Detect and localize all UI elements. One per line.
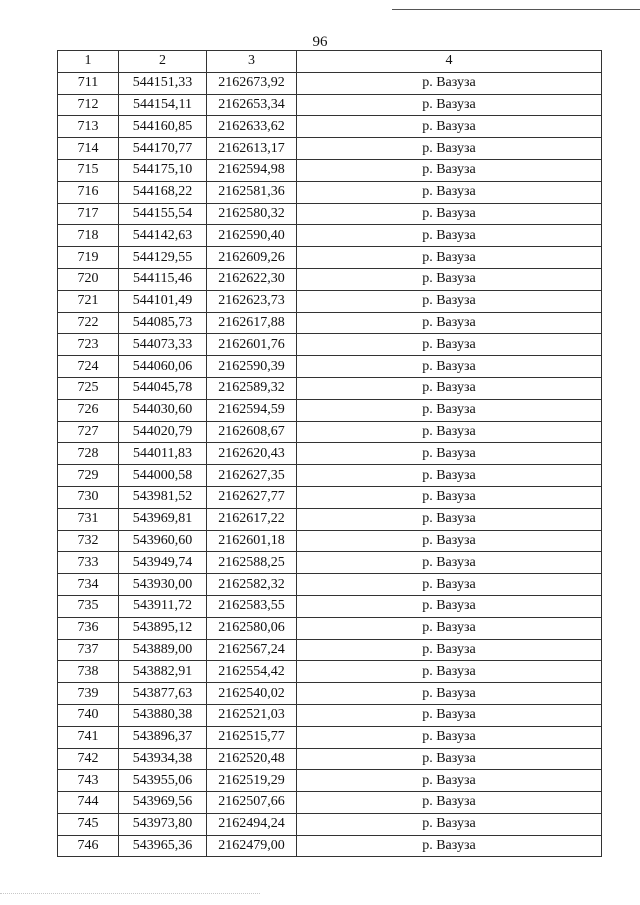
table-row [58,421,602,443]
table-row [58,595,602,617]
y-coordinate-cell: 2162623,73 [207,290,297,312]
object-name-cell: р. Вазуза [297,356,602,378]
object-name-cell: р. Вазуза [297,203,602,225]
table-row [58,72,602,94]
y-coordinate-cell: 2162613,17 [207,138,297,160]
object-name-cell: р. Вазуза [297,94,602,116]
table-row [58,94,602,116]
table-row [58,617,602,639]
point-number-cell: 723 [58,334,119,356]
y-coordinate-cell: 2162653,34 [207,94,297,116]
x-coordinate-cell: 543930,00 [119,574,207,596]
object-name-cell: р. Вазуза [297,312,602,334]
table-row [58,116,602,138]
point-number-cell: 725 [58,377,119,399]
table-row [58,530,602,552]
point-number-cell: 721 [58,290,119,312]
y-coordinate-cell: 2162590,40 [207,225,297,247]
x-coordinate-cell: 544011,83 [119,443,207,465]
x-coordinate-cell: 543965,36 [119,835,207,857]
point-number-cell: 739 [58,683,119,705]
x-coordinate-cell: 543889,00 [119,639,207,661]
table-header-row [58,51,602,73]
object-name-cell: р. Вазуза [297,486,602,508]
point-number-cell: 745 [58,813,119,835]
table-row [58,268,602,290]
object-name-cell: р. Вазуза [297,530,602,552]
y-coordinate-cell: 2162583,55 [207,595,297,617]
x-coordinate-cell: 543981,52 [119,486,207,508]
table-row [58,181,602,203]
table-row [58,138,602,160]
y-coordinate-cell: 2162609,26 [207,247,297,269]
object-name-cell: р. Вазуза [297,726,602,748]
x-coordinate-cell: 544168,22 [119,181,207,203]
y-coordinate-cell: 2162540,02 [207,683,297,705]
object-name-cell: р. Вазуза [297,377,602,399]
x-coordinate-cell: 543934,38 [119,748,207,770]
point-number-cell: 718 [58,225,119,247]
y-coordinate-cell: 2162617,22 [207,508,297,530]
object-name-cell: р. Вазуза [297,748,602,770]
x-coordinate-cell: 543969,56 [119,792,207,814]
table-row [58,334,602,356]
header-col-3: 3 [207,51,297,73]
point-number-cell: 720 [58,268,119,290]
point-number-cell: 738 [58,661,119,683]
x-coordinate-cell: 543969,81 [119,508,207,530]
object-name-cell: р. Вазуза [297,661,602,683]
table-row [58,835,602,857]
object-name-cell: р. Вазуза [297,595,602,617]
point-number-cell: 722 [58,312,119,334]
point-number-cell: 717 [58,203,119,225]
y-coordinate-cell: 2162617,88 [207,312,297,334]
y-coordinate-cell: 2162581,36 [207,181,297,203]
point-number-cell: 715 [58,159,119,181]
table-row [58,159,602,181]
x-coordinate-cell: 544129,55 [119,247,207,269]
x-coordinate-cell: 544101,49 [119,290,207,312]
x-coordinate-cell: 543949,74 [119,552,207,574]
object-name-cell: р. Вазуза [297,792,602,814]
x-coordinate-cell: 544175,10 [119,159,207,181]
x-coordinate-cell: 544030,60 [119,399,207,421]
table-row [58,247,602,269]
y-coordinate-cell: 2162520,48 [207,748,297,770]
object-name-cell: р. Вазуза [297,290,602,312]
y-coordinate-cell: 2162673,92 [207,72,297,94]
table-row [58,443,602,465]
x-coordinate-cell: 544060,06 [119,356,207,378]
y-coordinate-cell: 2162567,24 [207,639,297,661]
object-name-cell: р. Вазуза [297,399,602,421]
x-coordinate-cell: 544160,85 [119,116,207,138]
object-name-cell: р. Вазуза [297,683,602,705]
point-number-cell: 728 [58,443,119,465]
header-col-2: 2 [119,51,207,73]
y-coordinate-cell: 2162601,18 [207,530,297,552]
x-coordinate-cell: 543973,80 [119,813,207,835]
point-number-cell: 729 [58,465,119,487]
x-coordinate-cell: 543895,12 [119,617,207,639]
table-row [58,552,602,574]
point-number-cell: 712 [58,94,119,116]
table-row [58,465,602,487]
object-name-cell: р. Вазуза [297,465,602,487]
y-coordinate-cell: 2162594,98 [207,159,297,181]
table-row [58,290,602,312]
point-number-cell: 711 [58,72,119,94]
point-number-cell: 714 [58,138,119,160]
y-coordinate-cell: 2162627,35 [207,465,297,487]
y-coordinate-cell: 2162580,32 [207,203,297,225]
y-coordinate-cell: 2162622,30 [207,268,297,290]
point-number-cell: 733 [58,552,119,574]
table-row [58,312,602,334]
header-col-4: 4 [297,51,602,73]
table-row [58,399,602,421]
x-coordinate-cell: 543960,60 [119,530,207,552]
y-coordinate-cell: 2162494,24 [207,813,297,835]
y-coordinate-cell: 2162608,67 [207,421,297,443]
y-coordinate-cell: 2162521,03 [207,704,297,726]
point-number-cell: 735 [58,595,119,617]
y-coordinate-cell: 2162515,77 [207,726,297,748]
table-row [58,377,602,399]
table-row [58,704,602,726]
table-row [58,726,602,748]
x-coordinate-cell: 543877,63 [119,683,207,705]
y-coordinate-cell: 2162554,42 [207,661,297,683]
y-coordinate-cell: 2162582,32 [207,574,297,596]
x-coordinate-cell: 544170,77 [119,138,207,160]
x-coordinate-cell: 544073,33 [119,334,207,356]
object-name-cell: р. Вазуза [297,138,602,160]
point-number-cell: 732 [58,530,119,552]
x-coordinate-cell: 543955,06 [119,770,207,792]
point-number-cell: 744 [58,792,119,814]
point-number-cell: 730 [58,486,119,508]
point-number-cell: 719 [58,247,119,269]
y-coordinate-cell: 2162588,25 [207,552,297,574]
object-name-cell: р. Вазуза [297,443,602,465]
x-coordinate-cell: 543880,38 [119,704,207,726]
object-name-cell: р. Вазуза [297,334,602,356]
table-row [58,639,602,661]
table-row [58,203,602,225]
object-name-cell: р. Вазуза [297,508,602,530]
x-coordinate-cell: 544045,78 [119,377,207,399]
x-coordinate-cell: 544151,33 [119,72,207,94]
table-body [58,72,602,857]
x-coordinate-cell: 544000,58 [119,465,207,487]
table-row [58,748,602,770]
y-coordinate-cell: 2162590,39 [207,356,297,378]
y-coordinate-cell: 2162589,32 [207,377,297,399]
table-row [58,486,602,508]
point-number-cell: 731 [58,508,119,530]
table-row [58,574,602,596]
point-number-cell: 724 [58,356,119,378]
point-number-cell: 726 [58,399,119,421]
object-name-cell: р. Вазуза [297,181,602,203]
object-name-cell: р. Вазуза [297,704,602,726]
object-name-cell: р. Вазуза [297,268,602,290]
table-row [58,792,602,814]
point-number-cell: 713 [58,116,119,138]
point-number-cell: 742 [58,748,119,770]
point-number-cell: 741 [58,726,119,748]
object-name-cell: р. Вазуза [297,770,602,792]
page-number: 96 [312,34,328,50]
object-name-cell: р. Вазуза [297,421,602,443]
table-row [58,508,602,530]
header-col-1: 1 [58,51,119,73]
object-name-cell: р. Вазуза [297,72,602,94]
top-rule [392,9,640,10]
table-row [58,770,602,792]
object-name-cell: р. Вазуза [297,225,602,247]
point-number-cell: 737 [58,639,119,661]
y-coordinate-cell: 2162627,77 [207,486,297,508]
x-coordinate-cell: 544085,73 [119,312,207,334]
y-coordinate-cell: 2162594,59 [207,399,297,421]
x-coordinate-cell: 544154,11 [119,94,207,116]
table-row [58,813,602,835]
object-name-cell: р. Вазуза [297,574,602,596]
point-number-cell: 743 [58,770,119,792]
table-row [58,225,602,247]
y-coordinate-cell: 2162507,66 [207,792,297,814]
point-number-cell: 734 [58,574,119,596]
object-name-cell: р. Вазуза [297,247,602,269]
object-name-cell: р. Вазуза [297,552,602,574]
footer-scan-artifact [0,893,260,898]
table-row [58,356,602,378]
point-number-cell: 736 [58,617,119,639]
table-row [58,661,602,683]
y-coordinate-cell: 2162580,06 [207,617,297,639]
x-coordinate-cell: 543896,37 [119,726,207,748]
x-coordinate-cell: 543911,72 [119,595,207,617]
object-name-cell: р. Вазуза [297,835,602,857]
coordinates-table [57,50,602,857]
y-coordinate-cell: 2162620,43 [207,443,297,465]
object-name-cell: р. Вазуза [297,813,602,835]
y-coordinate-cell: 2162633,62 [207,116,297,138]
point-number-cell: 727 [58,421,119,443]
point-number-cell: 746 [58,835,119,857]
x-coordinate-cell: 544142,63 [119,225,207,247]
object-name-cell: р. Вазуза [297,159,602,181]
y-coordinate-cell: 2162519,29 [207,770,297,792]
point-number-cell: 740 [58,704,119,726]
x-coordinate-cell: 544155,54 [119,203,207,225]
x-coordinate-cell: 544020,79 [119,421,207,443]
object-name-cell: р. Вазуза [297,617,602,639]
y-coordinate-cell: 2162479,00 [207,835,297,857]
x-coordinate-cell: 544115,46 [119,268,207,290]
object-name-cell: р. Вазуза [297,116,602,138]
point-number-cell: 716 [58,181,119,203]
table-row [58,683,602,705]
x-coordinate-cell: 543882,91 [119,661,207,683]
y-coordinate-cell: 2162601,76 [207,334,297,356]
object-name-cell: р. Вазуза [297,639,602,661]
